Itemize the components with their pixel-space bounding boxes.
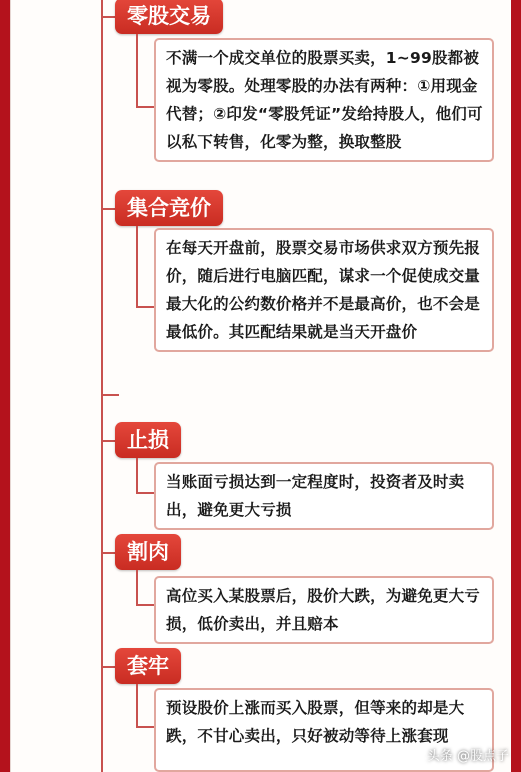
section-title-cut-loss: 割肉 — [115, 534, 181, 570]
section-title-call-auction: 集合竞价 — [115, 190, 223, 226]
sub-connector — [136, 106, 154, 108]
section-title-trapped: 套牢 — [115, 648, 181, 684]
section-title-odd-lot: 零股交易 — [115, 0, 223, 34]
sub-connector — [136, 34, 138, 108]
content-panel — [10, 0, 511, 772]
section-text-odd-lot: 不满一个成交单位的股票买卖，1~99股都被视为零股。处理零股的办法有两种：①用现金代替；②印发“零股凭证”发给持股人，他们可以私下转售，化零为整，换取整股 — [154, 38, 494, 162]
sub-connector — [136, 684, 138, 728]
sub-connector — [136, 604, 154, 606]
sub-connector — [136, 726, 154, 728]
sub-connector — [136, 570, 138, 606]
branch-connector — [101, 394, 119, 396]
section-text-trapped: 预设股价上涨而买入股票，但等来的却是大跌，不甘心卖出，只好被动等待上涨套现 — [154, 688, 494, 772]
sub-connector — [136, 492, 154, 494]
sub-connector — [136, 306, 154, 308]
section-title-stop-loss: 止损 — [115, 422, 181, 458]
section-text-call-auction: 在每天开盘前，股票交易市场供求双方预先报价，随后进行电脑匹配，谋求一个促使成交量最大化的公约数价格并不是最高价，也不会是最低价。其匹配结果就是当天开盘价 — [154, 228, 494, 352]
sub-connector — [136, 226, 138, 308]
main-branch-line — [101, 0, 103, 772]
sub-connector — [136, 458, 138, 494]
section-text-cut-loss: 高位买入某股票后，股价大跌，为避免更大亏损，低价卖出，并且赔本 — [154, 576, 494, 644]
section-text-stop-loss: 当账面亏损达到一定程度时，投资者及时卖出，避免更大亏损 — [154, 462, 494, 530]
watermark: 头条 @股点子 — [426, 749, 509, 764]
